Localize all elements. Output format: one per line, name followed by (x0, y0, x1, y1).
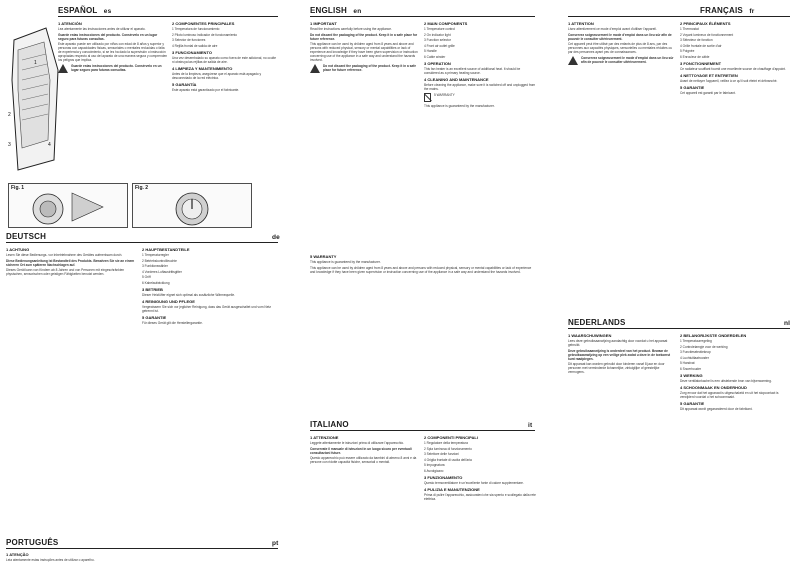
header-pt-code (268, 538, 279, 547)
fr-section-4-heading: 4 NETTOYAGE ET ENTRETIEN (680, 72, 738, 78)
it-section-2-item-5: 5 Impugnatura (424, 463, 445, 467)
it-section-2-item-4: 4 Griglia frontale di uscita dell'aria (424, 457, 472, 462)
figure-1 (8, 183, 128, 228)
warning-icon (58, 64, 68, 73)
de-section-5-heading: 5 GARANTIE (142, 314, 167, 320)
nl-section-2-item-2: 2 Controlelampje voor de werking (680, 344, 728, 349)
de-section-2-item-1: 1 Temperaturregler (142, 253, 169, 257)
de-column-2 (142, 245, 278, 535)
knob-illustration-1 (8, 183, 128, 228)
header-nl-title: NEDERLANDS (568, 318, 626, 327)
crossed-bin-icon (424, 93, 431, 102)
header-fr-code: fr (749, 8, 755, 15)
es-section-4-body: Antes de la limpieza, asegúrese que el aparato está apagado y desconectado de la red eléctrica. (172, 71, 262, 80)
nl-section-2-item-5: 5 Handvat (680, 361, 695, 365)
fr-section-1-more: Cet appareil peut être utilisé par des enfants de plus de 8 ans, par des personnes aux capacités physiques, sensorielles ou mentales réduites ou par des personnes ayant peu de connaissances. (568, 42, 673, 54)
fr-section-3-body: Ce radiateur soufflant fournit une excellente source de chauffage d'appoint. (680, 66, 786, 71)
nl-section-2-item-6: 6 Snoerhouder (680, 366, 702, 371)
nl-section-2-item-4: 4 Luchtuitlaatrooster (680, 355, 709, 360)
heater-side-illustration (6, 20, 66, 180)
header-es-rule (58, 16, 278, 17)
de-section-1-bold: Diese Bedienungsanleitung ist Bestandteil des Produkts. Bewahren Sie sie an einem sicheren Ort zum späteren Nachschlagen auf. (6, 258, 135, 267)
nl-section-1-body: Lees deze gebruiksaanwijzing aandachtig door voordat u het apparaat gebruikt. (568, 339, 668, 347)
it-column-1 (310, 433, 420, 561)
en-warning (310, 64, 420, 74)
header-fr (700, 6, 754, 15)
en-section-5-heading: 5 WARRANTY (434, 92, 455, 97)
fr-section-2-item-5: 5 Poignée (680, 49, 695, 53)
warning-icon (310, 64, 320, 73)
de-section-3-body: Dieser Heizlüfter eignet sich optimal als zusätzliche Wärmequelle. (142, 292, 236, 297)
nl-section-2-heading: 2 BELANGRIJKSTE ONDERDELEN (680, 333, 747, 338)
de-section-2-heading: 2 HAUPTBESTANDTEILE (142, 247, 190, 252)
fr-section-5-heading: 5 GARANTIE (680, 84, 705, 90)
en-section-2-item-5: 5 Handle (424, 49, 437, 53)
en-section-2-item-2: 2 On indicator light (424, 32, 451, 37)
es-section-2-item-1: 1 Temperatura de funcionamiento (172, 27, 220, 31)
en-section-1-body: Read the instructions carefully before using the appliance. (310, 27, 392, 31)
es-section-2-item-2: 2 Piloto luminoso indicador de funcionamiento (172, 32, 238, 37)
nl-section-3-body: Deze ventilatorkachel is een uitstekende bron van bijverwarming. (680, 378, 772, 383)
header-pt-rule (6, 548, 278, 549)
it-section-4-heading: 4 PULIZIA E MANUTENZIONE (424, 486, 480, 492)
figure-1-label: Fig. 1 (11, 185, 25, 191)
nl-section-4-body: Zorg ervoor dat het apparaat is uitgeschakeld en uit het stopcontact is verwijderd voordat u het schoonmaakt. (680, 390, 779, 399)
nl-section-2-item-1: 1 Temperatuurregeling (680, 339, 712, 343)
pt-section-1-heading: 1 ATENÇÃO (6, 552, 29, 557)
callout-2: 2 (8, 112, 11, 118)
header-de-code (268, 232, 280, 241)
header-en-rule (310, 16, 535, 17)
en-section-2-item-4: 4 Front air outlet grille (424, 43, 455, 48)
de-section-5-body: Für dieses Gerät gilt die Herstellergarantie. (142, 320, 203, 325)
en-section-1-heading: 1 IMPORTANT (310, 21, 337, 26)
header-it (310, 420, 349, 429)
fr-section-2-item-1: 1 Thermostat (680, 27, 699, 31)
de-section-2-item-3: 3 Funktionswähler (142, 264, 168, 268)
nl-section-2-item-3: 3 Functieselectieknop (680, 350, 711, 354)
nl-column-1 (568, 331, 676, 561)
en-section-2-item-6: 6 Cable winder (424, 54, 446, 59)
fr-section-2-heading: 2 PRINCIPAUX ÉLÉMENTS (680, 21, 731, 26)
it-section-1-body: Leggete attentamente le istruzioni prima di utilizzare l'apparecchio. (310, 441, 404, 445)
callout-1: 1 (34, 60, 37, 66)
nl-section-1-bold: Deze gebruiksaanwijzing is onderdeel van het product. Bewaar de gebruiksaanwijzing op een veilige plek zodat u deze in de toekomst kunt raadplegen. (568, 348, 671, 361)
fr-section-5-body: Cet appareil est garanti par le fabricant. (680, 90, 736, 95)
es-warning (58, 64, 168, 74)
nl-section-4-heading: 4 SCHOONMAAK EN ONDERHOUD (680, 384, 747, 390)
en-section-2-item-1: 1 Temperature control (424, 27, 455, 31)
fr-column-1 (568, 19, 676, 309)
it-section-3-body: Questo termoventilatore è un'eccellente fonte di calore supplementare. (424, 480, 524, 485)
es-section-5-body: Este aparato está garantizado por el fabricante. (172, 87, 240, 92)
header-nl-code (780, 318, 790, 327)
header-it-rule (310, 430, 535, 431)
header-nl-rule (568, 328, 790, 329)
en-section-4-body: Before cleaning the appliance, make sure it is switched off and unplugged from the mains. (424, 82, 536, 91)
it-section-2-heading: 2 COMPONENTI PRINCIPALI (424, 435, 478, 440)
de-section-4-heading: 4 REINIGUNG UND PFLEGE (142, 298, 195, 304)
fr-section-1-body: Lisez attentivement ce mode d'emploi avant d'utiliser l'appareil. (568, 27, 657, 31)
it-section-1-bold: Conservate il manuale di istruzioni in un luogo sicuro per eventuali consultazioni future. (310, 446, 412, 455)
header-es-code: es (103, 8, 112, 15)
fr-section-2-item-4: 4 Grille frontale de sortie d'air (680, 43, 722, 48)
es-section-2-item-4: 4 Rejilla frontal de salida de aire (172, 43, 218, 48)
de-section-3-heading: 3 BETRIEB (142, 286, 163, 292)
header-en-code: en (353, 8, 362, 15)
es-section-5-heading: 5 GARANTÍA (172, 81, 197, 87)
de-section-1-more: Dieses Gerät kann von Kindern ab 8 Jahren und von Personen mit eingeschränkten physischen, sensorischen oder geistigen Fähigkeiten benutzt werden. (6, 268, 125, 276)
es-section-2-item-3: 3 Selector de funciones (172, 38, 206, 42)
fr-section-2-item-2: 2 Voyant lumineux de fonctionnement (680, 32, 734, 37)
it-column-2 (424, 433, 536, 561)
de-section-1-heading: 1 ACHTUNG (6, 247, 30, 252)
pt-section-1-body: Leia atentamente estas instruções antes de utilizar o aparelho. (6, 558, 95, 562)
en-section-1-more-repeat: This appliance can be used by children aged from 8 years and above and persons with reduced physical, sensory or mental capabilities or lack of experience and knowledge if they have been given supervision or instruction concerning use of the appliance in a safe way and understand the hazards involved. (310, 265, 532, 274)
es-section-3-body: Una vez desembalado su aparato como fuera de este adicional, no oculte ni obstruya las rejillas de salida de aire. (172, 55, 277, 64)
nl-section-3-heading: 3 WERKING (680, 372, 703, 378)
de-section-2-item-6: 6 Kabelaufwicklung (142, 280, 170, 285)
header-de-rule (6, 242, 278, 243)
header-pt-code-text: pt (272, 540, 279, 547)
en-column-1 (310, 19, 420, 249)
header-it-code-text: it (528, 422, 533, 429)
it-section-2-item-2: 2 Spia luminosa di funzionamento (424, 446, 472, 451)
es-section-2-heading: 2 COMPONENTES PRINCIPALES (172, 21, 235, 26)
it-section-3-heading: 3 FUNZIONAMENTO (424, 474, 463, 480)
header-en-title: ENGLISH (310, 6, 347, 15)
en-section-3-heading: 3 OPERATION (424, 60, 451, 66)
fr-section-4-body: Avant de nettoyer l'appareil, veillez à ce qu'il soit éteint et débranché. (680, 78, 778, 83)
header-pt (6, 538, 58, 547)
en-section-2-heading: 2 MAIN COMPONENTS (424, 21, 468, 26)
es-section-1-bold: Guarde estas instrucciones del producto. Consérvelo en un lugar seguro para futuras consultas. (58, 32, 158, 41)
de-column-1 (6, 245, 136, 535)
callout-4: 4 (48, 142, 51, 148)
nl-section-5-body: Dit apparaat wordt gegarandeerd door de fabrikant. (680, 406, 753, 411)
fr-section-2-item-6: 6 Enrouleur de câble (680, 54, 710, 59)
en-section-1-bold: Do not discard the packaging of the product. Keep it in a safe place for future reference. (310, 32, 418, 41)
de-section-1-body: Lesen Sie diese Bedienungs- vor Inbetriebnahme des Gerätes aufmerksam durch. (6, 253, 123, 257)
header-de-title: DEUTSCH (6, 232, 47, 241)
pt-column-1 (6, 550, 278, 564)
en-section-3-body: This fan heater is an excellent source of additional heat. It should be considered as a primary heating source. (424, 66, 521, 75)
es-section-3-heading: 3 FUNCIONAMIENTO (172, 49, 212, 55)
de-section-2-item-2: 2 Betriebskontrollleuchte (142, 258, 177, 263)
header-nl-code-text: nl (784, 320, 791, 327)
en-section-1-more: This appliance can be used by children aged from 8 years and above and persons with reduced physical, sensory or mental capabilities or lack of experience and knowledge if they have been given supervision or instruction concerning use of the appliance in a safe way and understand the hazards involved. (310, 42, 418, 62)
de-section-2-item-5: 5 Griff (142, 275, 151, 279)
header-it-code (524, 420, 532, 429)
de-section-4-body: Vergewissern Sie sich vor jeglicher Reinigung, dass das Gerät ausgeschaltet und vom Netz getrennt ist. (142, 304, 271, 313)
fr-warning (568, 56, 676, 66)
figure-area (6, 20, 66, 180)
en-column-2 (424, 19, 536, 249)
header-fr-title: FRANÇAIS (700, 6, 743, 15)
header-de (6, 232, 46, 241)
fr-warning-text: Conservez soigneusement le mode d'emploi dans un lieu sûr afin de pouvoir le consulter ultérieurement. (581, 56, 674, 64)
en-warning-text: Do not discard the packaging of the product. Keep it in a safe place for future reference. (323, 64, 416, 72)
it-section-2-item-6: 6 Avvolgicavo (424, 468, 444, 473)
nl-section-1-more: Dit apparaat kan worden gebruikt door kinderen vanaf 8 jaar en door personen met verminderde lichamelijke, zintuiglijke of geestelijke vermogens. (568, 362, 665, 374)
en-section-5-body-repeat: This appliance is guaranteed by the manufacturer. (310, 260, 381, 264)
fr-column-2 (680, 19, 790, 309)
header-en (310, 6, 361, 15)
nl-section-5-heading: 5 GARANTIE (680, 400, 705, 406)
en-column-3 (310, 252, 535, 412)
header-fr-rule (568, 16, 790, 17)
es-section-1-body: Lea atentamente las instrucciones antes de utilizar el aparato. (58, 27, 146, 31)
es-column-2 (172, 19, 278, 249)
es-section-1-heading: 1 ATENCIÓN (58, 21, 82, 26)
fr-section-2-item-3: 3 Sélecteur de fonction (680, 38, 713, 42)
en-section-2-item-3: 3 Function selector (424, 38, 451, 42)
de-section-2-item-4: 4 Vorderes Luftaustrittsgitter (142, 269, 182, 274)
es-section-1-more: Este aparato puede ser utilizado por niños con edad de 8 años y superior y personas con capacidades físicas, sensoriales o mentales reducidas o falta de experiencia y conocimiento, si se les ha dado la supervisión o instrucción apropiadas respecto al uso del aparato de una manera segura y comprenden los peligros que implica. (58, 42, 168, 62)
fr-section-1-bold: Conservez soigneusement le mode d'emploi dans un lieu sûr afin de pouvoir le consulter ultérieurement. (568, 32, 672, 41)
en-disposal-note (424, 93, 536, 102)
header-it-title: ITALIANO (310, 420, 349, 429)
it-section-1-heading: 1 ATTENZIONE (310, 435, 339, 440)
es-warning-text: Guarde estas instrucciones del producto. Consérvelo en un lugar seguro para futuras consultas. (71, 64, 162, 72)
en-section-5-heading-repeat: 5 WARRANTY (310, 254, 337, 259)
header-nl (568, 318, 626, 327)
it-section-2-item-3: 3 Selettore delle funzioni (424, 452, 459, 456)
nl-column-2 (680, 331, 790, 561)
header-pt-title: PORTUGUÊS (6, 538, 59, 547)
it-section-4-body: Prima di pulire l'apparecchio, assicuratevi che sia spento e scollegato dalla rete elettrica. (424, 492, 536, 501)
es-column-1 (58, 19, 168, 179)
callout-3: 3 (8, 142, 11, 148)
header-de-code-text: de (272, 234, 280, 241)
figure-2-label: Fig. 2 (135, 185, 149, 191)
it-section-1-more: Questo apparecchio può essere utilizzato da bambini di almeno 8 anni e da persone con ridotte capacità fisiche, sensoriali o mentali. (310, 456, 417, 464)
nl-section-1-heading: 1 WAARSCHUWINGEN (568, 333, 612, 338)
fr-section-1-heading: 1 ATTENTION (568, 21, 594, 26)
warning-icon (568, 56, 578, 65)
it-section-2-item-1: 1 Regolatore della temperatura (424, 441, 468, 445)
header-es (58, 6, 111, 15)
es-section-4-heading: 4 LIMPIEZA Y MANTENIMIENTO (172, 65, 233, 71)
en-section-5-body: This appliance is guaranteed by the manufacturer. (424, 103, 495, 108)
en-section-4-heading: 4 CLEANING AND MAINTENANCE (424, 76, 489, 82)
header-es-title: ESPAÑOL (58, 6, 98, 15)
fr-section-3-heading: 3 FONCTIONNEMENT (680, 60, 722, 66)
